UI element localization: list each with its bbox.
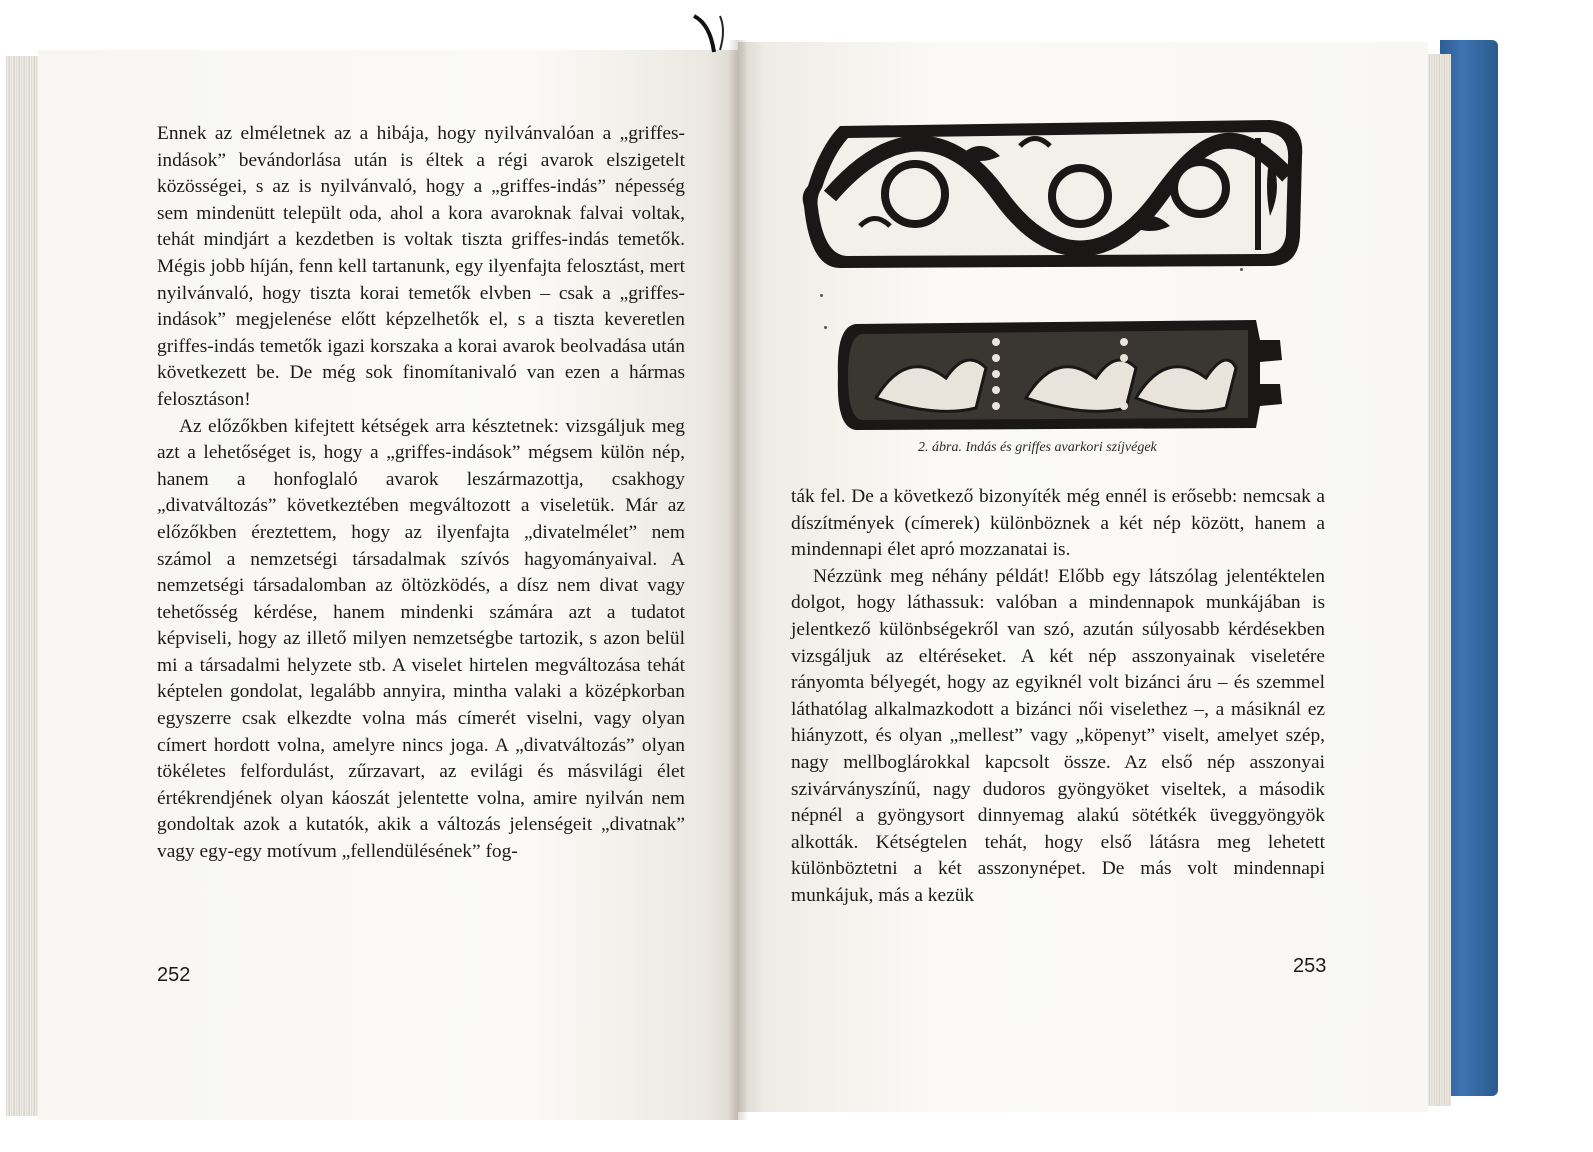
right-page-text [791,484,1325,910]
paragraph: Ennek az elméletnek az a hibája, hogy nyilvánvalóan a „griffes-indások” bevándorlása után is éltek a régi avarok elszigetelt közösségei, s az is nyilvánvaló, hogy a „griffes-indás” népesség sem mindenütt települt oda, ahol a kora avaroknak falvai voltak, tehát mindjárt a kezdetben is voltak tiszta griffes-indás temetők. Mégis jobb híján, fenn kell tartanunk, egy ilyenfajta felosztást, mert nyilvánvaló, hogy tiszta korai temetők elvben – csak a „griffes-indások” megjelenése előtt képzelhetők el, s a tiszta keveretlen griffes-indás temetők igazi korszaka a korai avarok beolvadása után következett be. De még sok finomítanivaló van ezen a hármas felosztáson! [157,123,685,410]
left-page-text [157,121,685,866]
speck [1240,268,1243,271]
strap-end-illustration-tendril [800,116,1310,276]
paragraph: Nézzünk meg néhány példát! Előbb egy látszólag jelentéktelen dolgot, hogy láthassuk: valóban a mindennapok munkájában is jelentkező különbségekről van szó, azután súlyosabb kérdésekben vizsgáljuk az eltéréseket. A két nép asszonyainak viseletére rányomta bélyegét, hogy az egyiknél volt bizánci áru – és szemmel láthatólag alkalmazkodott a bizánci női viselethez –, a másiknál ez hiányzott, és olyan „mellest” vagy „köpenyt” viselt, amelyet szép, nagy mellboglárokkal kapcsolt össze. Az első nép asszonyai szivárványszínű, nagy dudoros gyöngyöket viseltek, a második népnél a gyöngysort dinnyemag alakú sötétkék üveggyöngyök alkották. Kétségtelen tehát, hogy első látásra meg lehetett különböztetni a két asszonynépet. De más volt mindennapi munkájuk, más a kezük [791,565,1325,906]
strap-end-illustration-griffin [836,318,1294,434]
speck [824,326,827,329]
left-page-edges [6,56,38,1116]
book-gutter [728,40,748,1120]
right-page-edges [1425,54,1451,1106]
page-number-right: 253 [1293,955,1327,977]
speck [820,294,823,297]
page-number-left: 252 [157,964,191,986]
bookmark-ribbon [690,14,750,54]
paragraph: ták fel. De a következő bizonyíték még ennél is erősebb: nemcsak a díszítmények (címerek) különböznek a két nép között, hanem a mindennapi élet apró mozzanatai is. [791,486,1325,561]
paragraph: Az előzőkben kifejtett kétségek arra késztetnek: vizsgáljuk meg azt a lehetőséget is, hogy a „griffes-indások” mégsem külön nép, hanem a honfoglaló avarok leszármazottja, csakhogy „divatváltozás” következtében megváltozott a viseletük. Már az előzőkben éreztettem, hogy az ilyenfajta „divatelmélet” nem számol a nemzetségi társadalmak szívós hagyományaival. A nemzetségi társadalomban az öltözködés, a dísz nem divat vagy tehetősség kérdése, hanem mindenki számára azt a tudatot képviseli, hogy az illető milyen nemzetségbe tartozik, s azon belül mi a társadalmi helyzete stb. A viselet hirtelen megváltozása tehát képtelen gondolat, legalább annyira, mintha valaki a középkorban egyszerre csak elkezdte volna más címerét viselni, vagy olyan címert hordott volna, amelyre nincs joga. A „divatváltozás” olyan tökéletes felfordulást, zűrzavart, az evilági és másvilági élet értékrendjének olyan káoszát jelentette volna, amire nyilván nem gondoltak azok a kutatók, akik a változás jelenségeit „divatnak” vagy egy-egy motívum „fellendülésének” fog- [157,415,685,863]
scan-top-edge [0,0,1593,10]
figure-caption: 2. ábra. Indás és griffes avarkori szíjvégek [918,440,1157,455]
